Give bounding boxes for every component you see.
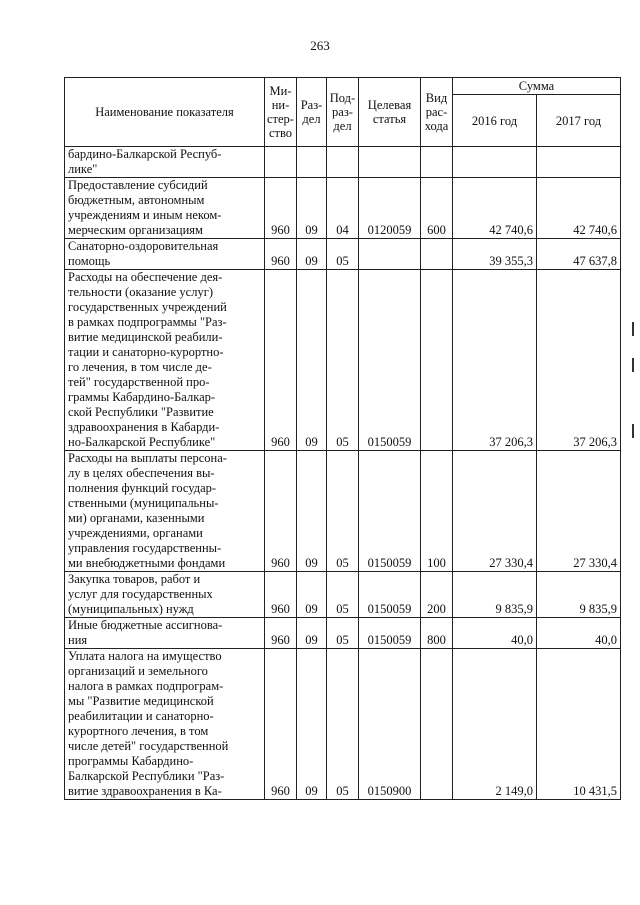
- cell-name: Расходы на обеспечение дея- тельности (оказание услуг) государственных учреждений в рамках подпрограммы "Раз- витие медицинской реабили- тации и санаторно-курортно- го лечения, в том числе де- тей" государственной про- граммы Кабардино-Балкар- ской Республики "Развитие здравоохранения в Кабарди- но-Балкарской Республике": [65, 270, 265, 451]
- cell-section: 09: [297, 178, 327, 239]
- cell-subsection: 05: [327, 649, 359, 800]
- cell-subsection: 05: [327, 239, 359, 270]
- cell-subsection: 05: [327, 618, 359, 649]
- cell-expense-type: 200: [421, 572, 453, 618]
- table-row: [65, 618, 621, 649]
- cell-target: 0150900: [359, 649, 421, 800]
- cell-ministry: [265, 147, 297, 178]
- cell-section: [297, 147, 327, 178]
- cell-target: [359, 239, 421, 270]
- header-target: Целевая статья: [359, 78, 421, 147]
- table-row: [65, 178, 621, 239]
- cell-expense-type: [421, 649, 453, 800]
- cell-ministry: 960: [265, 618, 297, 649]
- cell-expense-type: 600: [421, 178, 453, 239]
- cell-ministry: 960: [265, 451, 297, 572]
- cell-sum-2016: 42 740,6: [453, 178, 537, 239]
- cell-subsection: 05: [327, 270, 359, 451]
- cell-target: 0150059: [359, 572, 421, 618]
- cell-sum-2016: [453, 147, 537, 178]
- table-row: [65, 147, 621, 178]
- header-subsection: Под- раз- дел: [327, 78, 359, 147]
- scan-edge-mark: [632, 322, 634, 336]
- cell-sum-2017: 10 431,5: [537, 649, 621, 800]
- scan-edge-mark: [632, 424, 634, 438]
- cell-ministry: 960: [265, 239, 297, 270]
- cell-sum-2017: 27 330,4: [537, 451, 621, 572]
- cell-sum-2016: 9 835,9: [453, 572, 537, 618]
- cell-target: 0150059: [359, 451, 421, 572]
- cell-sum-2016: 40,0: [453, 618, 537, 649]
- cell-target: [359, 147, 421, 178]
- cell-name: Уплата налога на имущество организаций и земельного налога в рамках подпрограм- мы "Развитие медицинской реабилитации и санаторно- курортного лечения, в том числе детей" государственной программы Кабардино- Балкарской Республики "Раз- витие здравоохранения в Ка-: [65, 649, 265, 800]
- table-row: [65, 270, 621, 451]
- cell-subsection: [327, 147, 359, 178]
- cell-subsection: 04: [327, 178, 359, 239]
- cell-sum-2017: 40,0: [537, 618, 621, 649]
- cell-name: Расходы на выплаты персона- лу в целях обеспечения вы- полнения функций государ- ственными (муниципальны- ми) органами, казенными учреждениями, органами управления государственны- ми внебюджетными фондами: [65, 451, 265, 572]
- cell-name: Санаторно-оздоровительная помощь: [65, 239, 265, 270]
- cell-name: Предоставление субсидий бюджетным, автономным учреждениям и иным неком- мерческим организациям: [65, 178, 265, 239]
- cell-target: 0120059: [359, 178, 421, 239]
- table-row: [65, 239, 621, 270]
- cell-expense-type: [421, 147, 453, 178]
- cell-sum-2016: 2 149,0: [453, 649, 537, 800]
- cell-subsection: 05: [327, 451, 359, 572]
- cell-sum-2017: 9 835,9: [537, 572, 621, 618]
- cell-sum-2016: 37 206,3: [453, 270, 537, 451]
- cell-section: 09: [297, 649, 327, 800]
- header-name: Наименование показателя: [65, 78, 265, 147]
- table-row: [65, 649, 621, 800]
- cell-ministry: 960: [265, 270, 297, 451]
- cell-ministry: 960: [265, 572, 297, 618]
- cell-name: бардино-Балкарской Респуб- лике": [65, 147, 265, 178]
- cell-section: 09: [297, 270, 327, 451]
- header-2017: 2017 год: [537, 95, 621, 147]
- cell-subsection: 05: [327, 572, 359, 618]
- page-number: 263: [310, 38, 330, 53]
- cell-expense-type: [421, 239, 453, 270]
- table-row: [65, 451, 621, 572]
- header-2016: 2016 год: [453, 95, 537, 147]
- cell-section: 09: [297, 618, 327, 649]
- scan-edge-mark: [632, 358, 634, 372]
- cell-expense-type: 800: [421, 618, 453, 649]
- cell-ministry: 960: [265, 178, 297, 239]
- cell-sum-2017: 47 637,8: [537, 239, 621, 270]
- header-expense-type: Вид рас- хода: [421, 78, 453, 147]
- cell-name: Закупка товаров, работ и услуг для государственных (муниципальных) нужд: [65, 572, 265, 618]
- budget-table: [64, 77, 621, 800]
- cell-section: 09: [297, 572, 327, 618]
- cell-sum-2017: 42 740,6: [537, 178, 621, 239]
- cell-target: 0150059: [359, 618, 421, 649]
- table-row: [65, 572, 621, 618]
- cell-section: 09: [297, 451, 327, 572]
- header-section: Раз- дел: [297, 78, 327, 147]
- cell-ministry: 960: [265, 649, 297, 800]
- cell-expense-type: 100: [421, 451, 453, 572]
- cell-sum-2017: 37 206,3: [537, 270, 621, 451]
- cell-expense-type: [421, 270, 453, 451]
- cell-target: 0150059: [359, 270, 421, 451]
- cell-sum-2016: 27 330,4: [453, 451, 537, 572]
- cell-sum-2016: 39 355,3: [453, 239, 537, 270]
- cell-section: 09: [297, 239, 327, 270]
- header-ministry: Ми- ни- стер- ство: [265, 78, 297, 147]
- cell-sum-2017: [537, 147, 621, 178]
- header-sum: Сумма: [453, 78, 621, 95]
- cell-name: Иные бюджетные ассигнова- ния: [65, 618, 265, 649]
